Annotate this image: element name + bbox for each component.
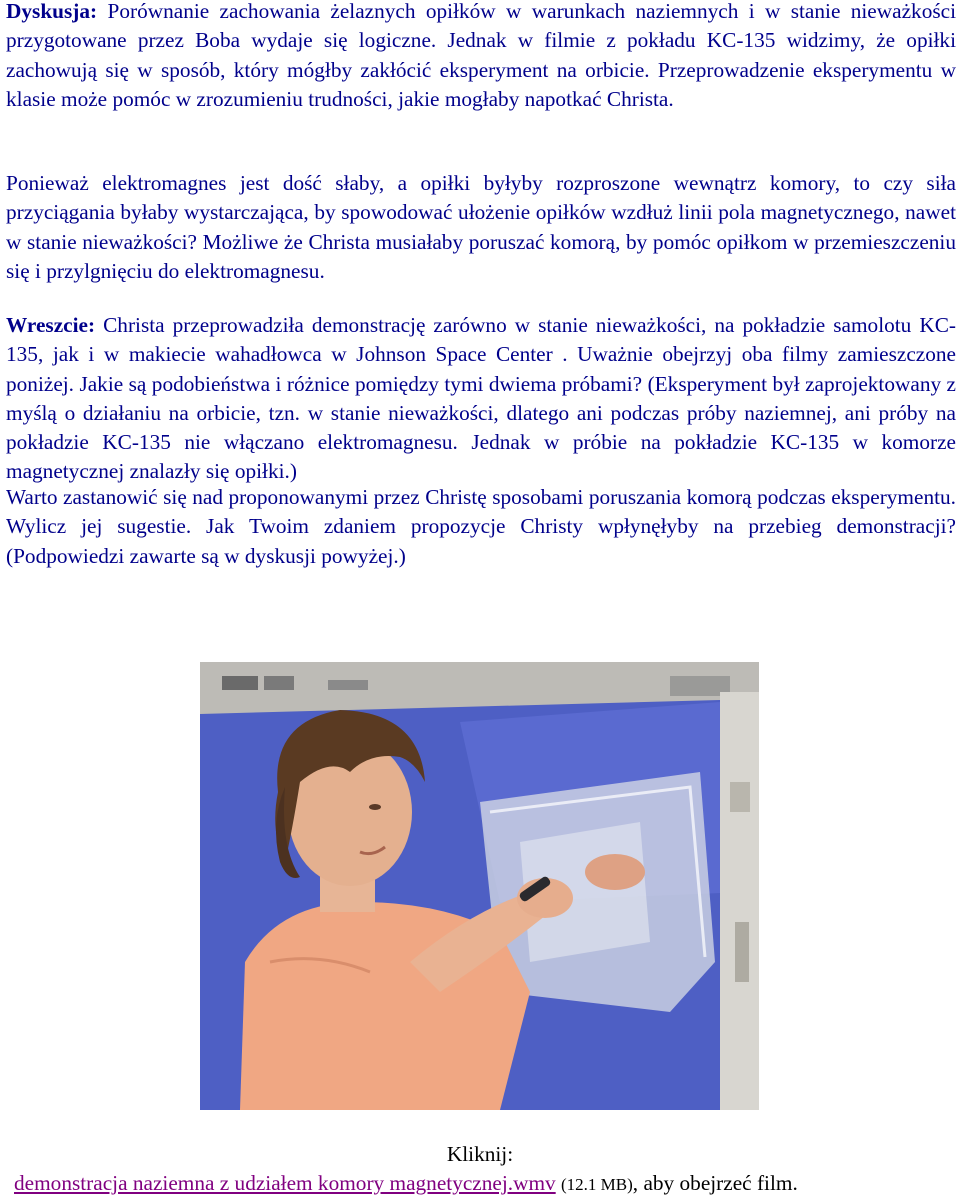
video-link[interactable]: demonstracja naziemna z udziałem komory magnetycznej.wmv	[14, 1171, 556, 1195]
click-caption: Kliknij:	[446, 1142, 514, 1166]
link-tail-text: , aby obejrzeć film.	[632, 1171, 798, 1195]
discussion-label: Dyskusja:	[6, 0, 98, 23]
suggestions-paragraph: Warto zastanowić się nad proponowanymi przez Christę sposobami poruszania komorą podczas eksperymentu. Wylicz jej sugestie. Jak Twoim zdaniem propozycje Christy wpłynęłyby na przebieg demonstracji? (Podpowiedzi zawarte są w dyskusji powyżej.)	[6, 485, 956, 568]
finally-paragraph	[6, 311, 956, 487]
discussion-text: Porównanie zachowania żelaznych opiłków w warunkach naziemnych i w stanie nieważkości przygotowane przez Boba wydaje się logiczne. Jednak w filmie z pokładu KC-135 widzimy, że opiłki zachowują się w sposób, który mógłby zakłócić eksperyment na orbicie. Przeprowadzenie eksperymentu w klasie może pomóc w zrozumieniu trudności, jakie mogłaby napotkać Christa.	[6, 0, 956, 111]
finally-label: Wreszcie:	[6, 313, 96, 337]
video-link-line	[14, 1169, 954, 1199]
demonstration-photo	[200, 662, 759, 1110]
finally-text: Christa przeprowadziła demonstrację zarówno w stanie nieważkości, na pokładzie samolotu KC-135, jak i w makiecie wahadłowca w Johnson Space Center . Uważnie obejrzyj oba filmy zamieszczone poniżej. Jakie są podobieństwa i różnice pomiędzy tymi dwiema próbami? (Eksperyment był zaprojektowany z myślą o działaniu na orbicie, tzn. w stanie nieważkości, dlatego ani podczas próby naziemnej, ani próby na pokładzie KC-135 nie włączano elektromagnesu. Jednak w próbie na pokładzie KC-135 w komorze magnetycznej znalazły się opiłki.)	[6, 313, 956, 484]
file-size: (12.1 MB)	[561, 1175, 633, 1194]
discussion-paragraph	[6, 0, 956, 114]
electromagnet-paragraph: Ponieważ elektromagnes jest dość słaby, a opiłki byłyby rozproszone wewnątrz komory, to czy siła przyciągania byłaby wystarczająca, by spowodować ułożenie opiłków wzdłuż linii pola magnetycznego, nawet w stanie nieważkości? Możliwe że Christa musiałaby poruszać komorą, by pomóc opiłkom w przemieszczeniu się i przylgnięciu do elektromagnesu.	[6, 171, 956, 283]
demonstration-photo-illustration	[200, 662, 759, 1110]
